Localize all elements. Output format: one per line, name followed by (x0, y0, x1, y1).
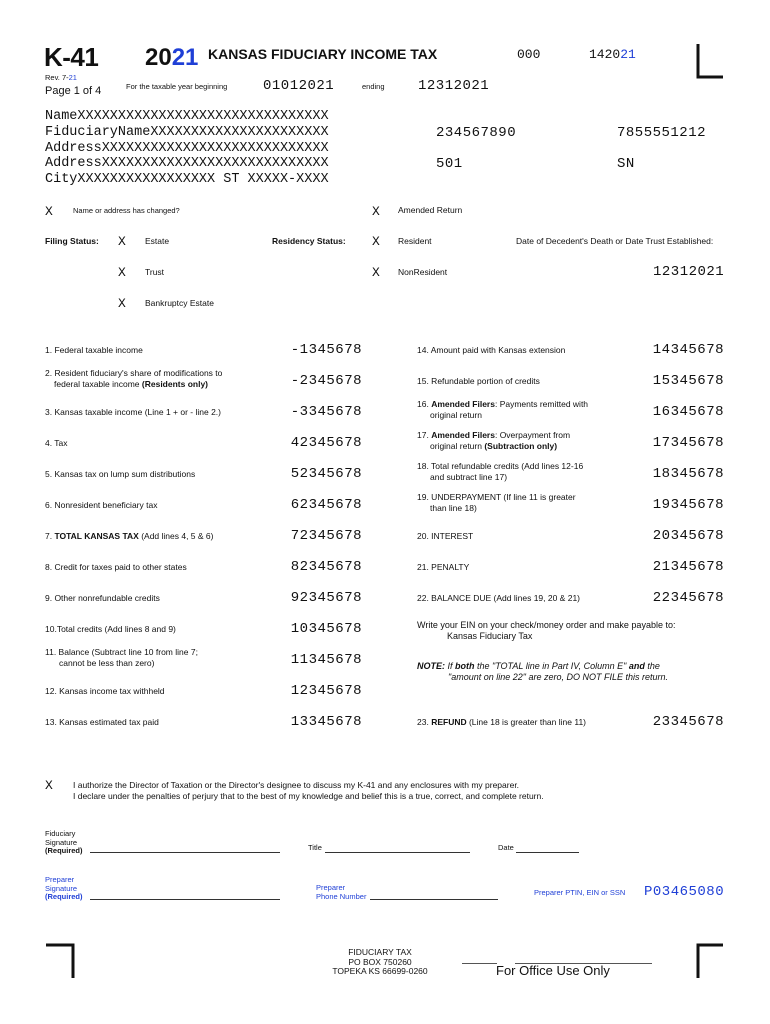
preparer-signature-label: Preparer Signature (Required) (45, 875, 83, 901)
death-date-label: Date of Decedent's Death or Date Trust Established: (516, 236, 714, 246)
mailing-address: FIDUCIARY TAX PO BOX 750260 TOPEKA KS 66699-0260 (332, 947, 428, 976)
line-23-value[interactable]: 23345678 (652, 714, 724, 730)
line-6-label: 6. Nonresident beneficiary tax (45, 500, 158, 510)
nonresident-label: NonResident (398, 267, 448, 277)
line-12-label: 12. Kansas income tax withheld (45, 686, 165, 696)
bankruptcy-label: Bankruptcy Estate (145, 298, 214, 308)
line-13-label: 13. Kansas estimated tax paid (45, 717, 159, 727)
taxyear-label: For the taxable year beginning (126, 82, 228, 91)
do-not-file-note: NOTE: If both the "TOTAL line in Part IV, Column E" and the "amount on line 22" are zero, DO NOT FILE this return. (417, 661, 668, 682)
trust-checkbox[interactable]: X (118, 265, 126, 280)
line-9-value[interactable]: 92345678 (290, 590, 362, 606)
header-code-b: 142021 (589, 47, 636, 62)
line-1-label: 1. Federal taxable income (45, 345, 143, 355)
line-19-value[interactable]: 19345678 (652, 497, 724, 513)
ending-label: ending (362, 82, 385, 91)
authorization-text: I authorize the Director of Taxation or the Director's designee to discuss my K-41 and any enclosures with my preparer. I declare under the penalties of perjury that to the best of my knowledge and belief this is a true, correct, and complete return. (73, 780, 544, 801)
line-16-label: 16. Amended Filers: Payments remitted with original return (417, 399, 589, 420)
date-label: Date (498, 843, 514, 852)
residency-status-label: Residency Status: (272, 236, 346, 246)
amended-return-label: Amended Return (398, 205, 463, 215)
preparer-ptin-value[interactable]: P03465080 (644, 884, 725, 900)
title-label: Title (308, 843, 322, 852)
ein-payment-note: Write your EIN on your check/money order and make payable to: Kansas Fiduciary Tax (417, 620, 676, 641)
line-21-label: 21. PENALTY (417, 562, 470, 572)
name-changed-label: Name or address has changed? (73, 206, 180, 215)
page-indicator: Page 1 of 4 (45, 85, 102, 97)
estate-label: Estate (145, 236, 170, 246)
line-17-value[interactable]: 17345678 (652, 435, 724, 451)
office-use-label: For Office Use Only (496, 963, 610, 978)
line-11-label: 11. Balance (Subtract line 10 from line 7; cannot be less than zero) (45, 647, 198, 668)
form-year: 2021 (145, 44, 199, 71)
line-13-value[interactable]: 13345678 (290, 714, 362, 730)
phone-field[interactable]: 7855551212 (617, 125, 707, 141)
title-line[interactable] (325, 852, 470, 853)
city-state-zip-line[interactable]: CityXXXXXXXXXXXXXXXXX ST XXXXX-XXXX (45, 172, 329, 188)
fiduciary-signature-line[interactable] (90, 852, 280, 853)
line-10-label: 10.Total credits (Add lines 8 and 9) (45, 624, 176, 634)
corner-mark-top-right (695, 44, 725, 80)
line-1-value[interactable]: -1345678 (290, 342, 362, 358)
fiduciary-name-line[interactable]: FiduciaryNameXXXXXXXXXXXXXXXXXXXXXX (45, 124, 329, 140)
trust-label: Trust (145, 267, 165, 277)
preparer-ptin-label: Preparer PTIN, EIN or SSN (534, 888, 626, 897)
line-19-label: 19. UNDERPAYMENT (If line 11 is greater than line 18) (417, 492, 576, 513)
preparer-signature-line[interactable] (90, 899, 280, 900)
line-8-label: 8. Credit for taxes paid to other states (45, 562, 187, 572)
line-20-value[interactable]: 20345678 (652, 528, 724, 544)
sn-field[interactable]: SN (617, 156, 635, 172)
authorize-preparer-checkbox[interactable]: X (45, 778, 53, 793)
name-line[interactable]: NameXXXXXXXXXXXXXXXXXXXXXXXXXXXXXXX (45, 109, 329, 124)
line-2-value[interactable]: -2345678 (290, 373, 362, 389)
corner-mark-bottom-left (44, 942, 76, 980)
form-title: KANSAS FIDUCIARY INCOME TAX (208, 46, 438, 62)
name-changed-checkbox[interactable]: X (45, 204, 53, 219)
line-2-label: 2. Resident fiduciary's share of modifications to federal taxable income (Residents only) (45, 368, 223, 389)
form-id: K-41 (44, 42, 99, 72)
line-3-value[interactable]: -3345678 (290, 404, 362, 420)
date-line[interactable] (516, 852, 579, 853)
line-14-value[interactable]: 14345678 (652, 342, 724, 358)
line-10-value[interactable]: 10345678 (290, 621, 362, 637)
resident-checkbox[interactable]: X (372, 234, 380, 249)
header-code-a: 000 (517, 47, 541, 62)
line-17-label: 17. Amended Filers: Overpayment from original return (Subtraction only) (417, 430, 571, 451)
resident-label: Resident (398, 236, 432, 246)
ein-field[interactable]: 234567890 (436, 125, 517, 141)
begin-date[interactable]: 01012021 (263, 78, 335, 94)
line-16-value[interactable]: 16345678 (652, 404, 724, 420)
line-3-label: 3. Kansas taxable income (Line 1 + or - line 2.) (45, 407, 221, 417)
line-4-value[interactable]: 42345678 (290, 435, 362, 451)
line-6-value[interactable]: 62345678 (290, 497, 362, 513)
line-15-value[interactable]: 15345678 (652, 373, 724, 389)
line-14-label: 14. Amount paid with Kansas extension (417, 345, 566, 355)
estate-checkbox[interactable]: X (118, 234, 126, 249)
line-7-label: 7. TOTAL KANSAS TAX (Add lines 4, 5 & 6) (45, 531, 214, 541)
line-20-label: 20. INTEREST (417, 531, 474, 541)
bankruptcy-checkbox[interactable]: X (118, 296, 126, 311)
name-address-block (45, 109, 329, 188)
line-15-label: 15. Refundable portion of credits (417, 376, 540, 386)
preparer-phone-line[interactable] (370, 899, 498, 900)
line-9-label: 9. Other nonrefundable credits (45, 593, 160, 603)
line-22-value[interactable]: 22345678 (652, 590, 724, 606)
line-5-label: 5. Kansas tax on lump sum distributions (45, 469, 196, 479)
line-18-value[interactable]: 18345678 (652, 466, 724, 482)
preparer-phone-label: Preparer Phone Number (316, 883, 367, 901)
line-22-label: 22. BALANCE DUE (Add lines 19, 20 & 21) (417, 593, 580, 603)
line-7-value[interactable]: 72345678 (290, 528, 362, 544)
office-use-line-short (462, 963, 497, 964)
line-18-label: 18. Total refundable credits (Add lines 12-16 and subtract line 17) (417, 461, 584, 482)
death-date-field[interactable]: 12312021 (653, 264, 725, 280)
line-12-value[interactable]: 12345678 (290, 683, 362, 699)
line-23-label: 23. REFUND (Line 18 is greater than line 11) (417, 717, 586, 727)
line-4-label: 4. Tax (45, 438, 68, 448)
fiduciary-signature-label: Fiduciary Signature (Required) (45, 829, 83, 855)
line-5-value[interactable]: 52345678 (290, 466, 362, 482)
amended-return-checkbox[interactable]: X (372, 204, 380, 219)
line-8-value[interactable]: 82345678 (290, 559, 362, 575)
county-code-field[interactable]: 501 (436, 156, 463, 172)
revision: Rev. 7-21 (45, 73, 77, 82)
nonresident-checkbox[interactable]: X (372, 265, 380, 280)
address-line-1[interactable]: AddressXXXXXXXXXXXXXXXXXXXXXXXXXXXX (45, 140, 329, 156)
end-date[interactable]: 12312021 (418, 78, 490, 94)
corner-mark-bottom-right (695, 942, 725, 980)
address-line-2[interactable]: AddressXXXXXXXXXXXXXXXXXXXXXXXXXXXX (45, 156, 329, 172)
line-21-value[interactable]: 21345678 (652, 559, 724, 575)
filing-status-label: Filing Status: (45, 236, 99, 246)
line-11-value[interactable]: 11345678 (290, 652, 362, 668)
